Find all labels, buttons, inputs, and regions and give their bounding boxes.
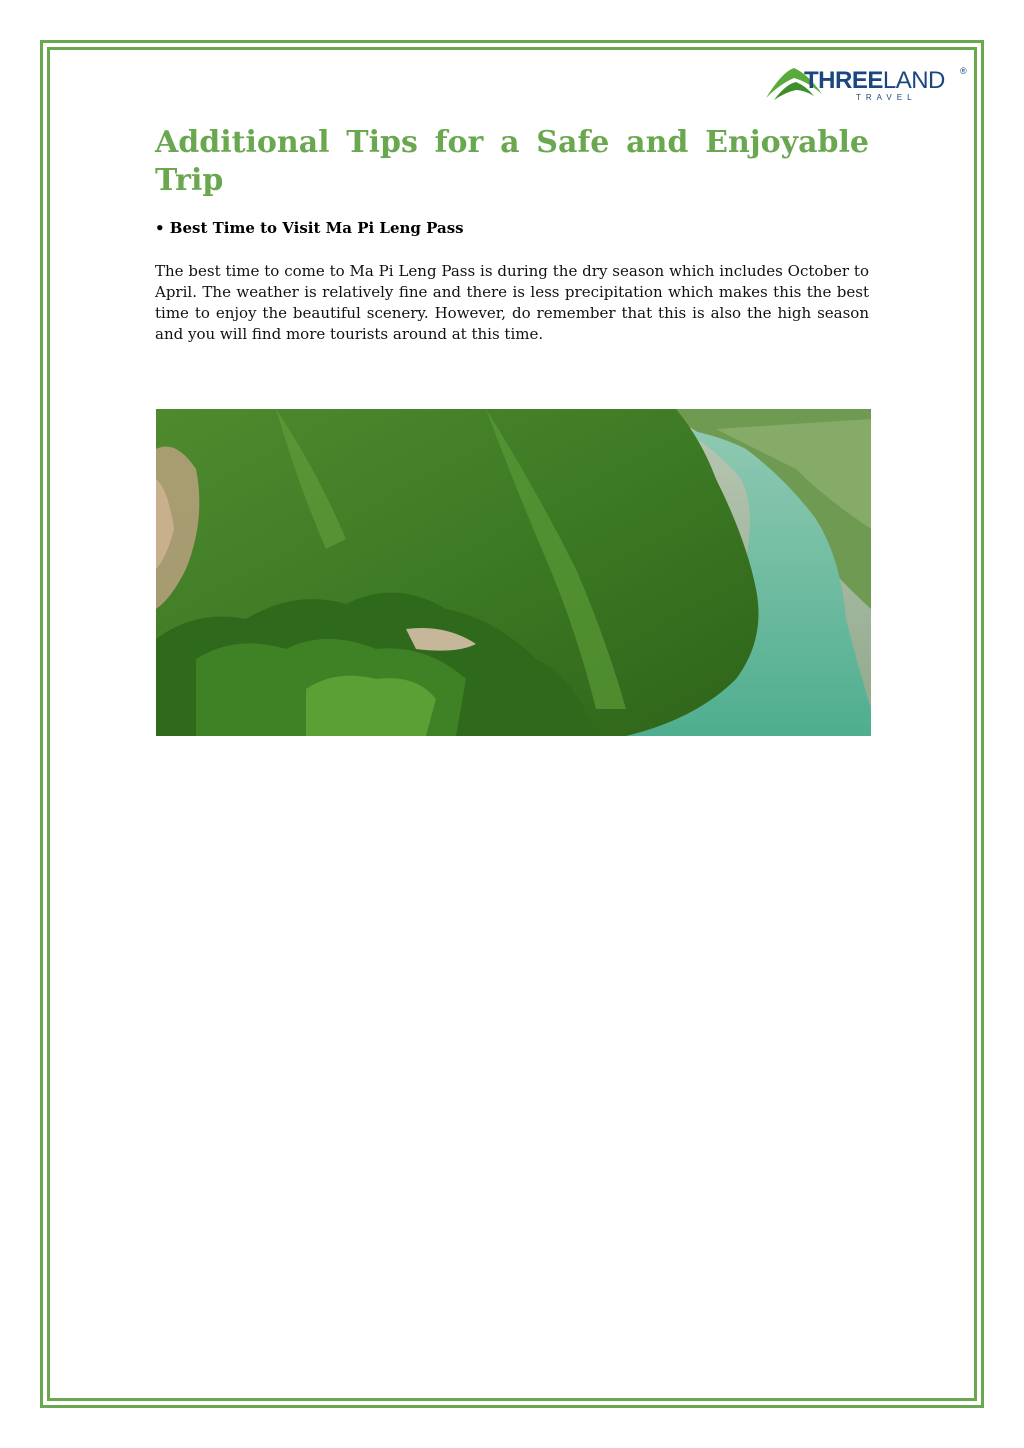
- section-paragraph: The best time to come to Ma Pi Leng Pass is during the dry season which includes October to April. The weather is relatively fine and there is less precipitation which makes this the best time to enjoy the beautiful scenery. However, do remember that this is also the high season and you will find more tourists around at this time.: [155, 262, 869, 343]
- registered-mark: ®: [960, 66, 967, 76]
- threeland-logo: [764, 64, 970, 108]
- page-title-line1: Additional Tips for a Safe and Enjoyable: [155, 125, 869, 160]
- page-title: [155, 124, 869, 200]
- page-title-line2: Trip: [155, 163, 224, 198]
- logo-subtitle: TRAVEL: [856, 93, 917, 102]
- landscape-image: [156, 409, 871, 736]
- section-heading: • Best Time to Visit Ma Pi Leng Pass: [155, 219, 464, 237]
- logo-wordmark: THREELAND: [804, 67, 945, 94]
- mountain-river-photo: [156, 409, 871, 736]
